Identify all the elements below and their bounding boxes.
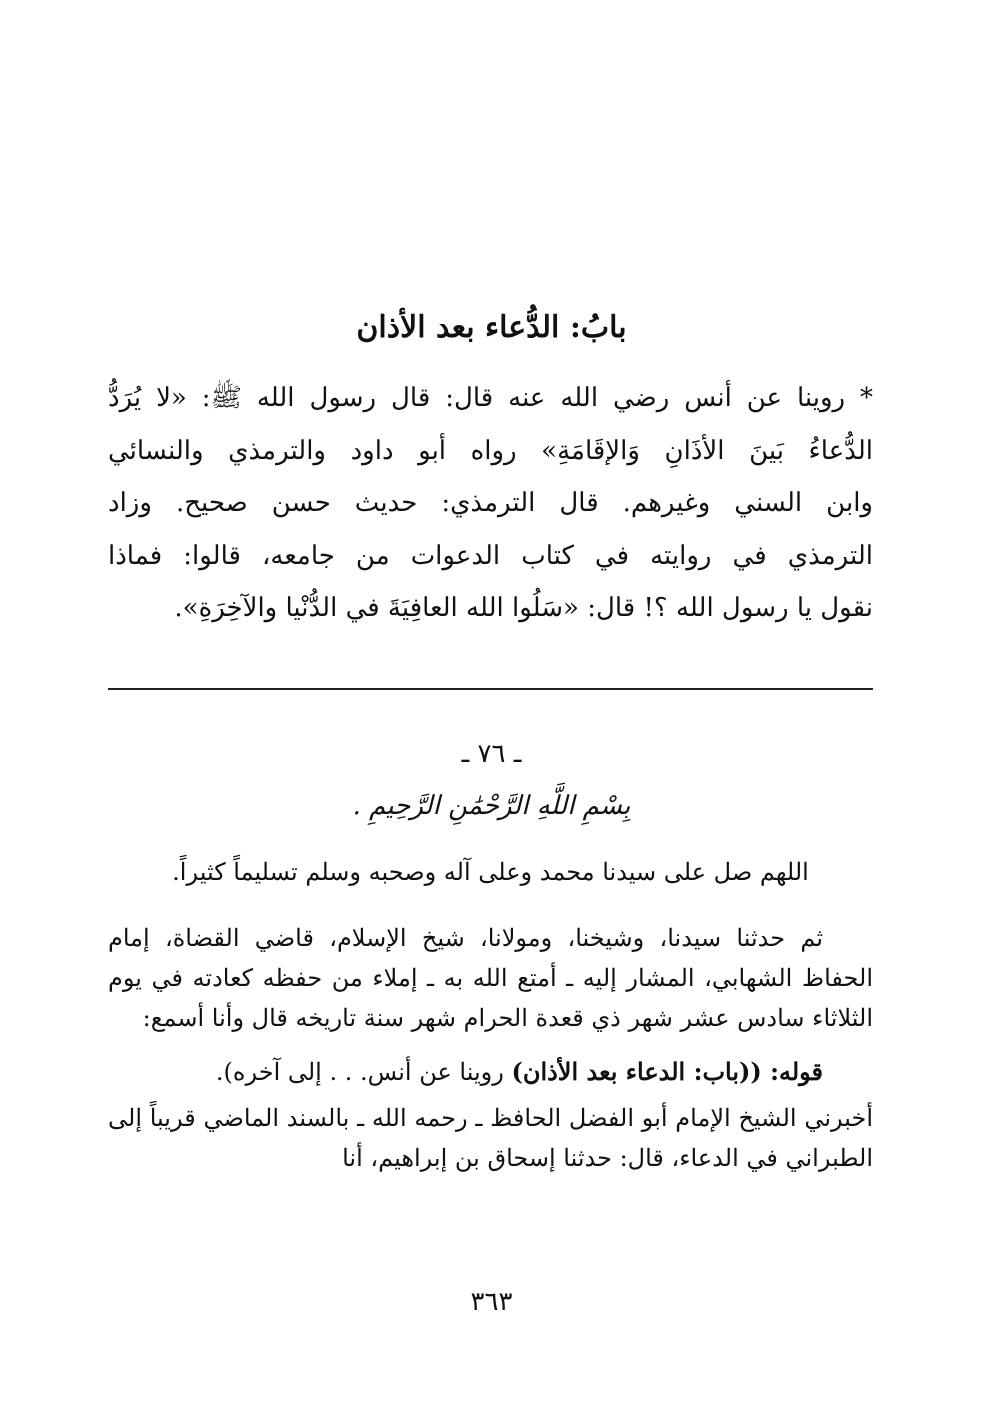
page-number: ٣٦٣ <box>470 1287 513 1317</box>
hadith-line: الدُّعاءُ بَينَ الأذَانِ وَالإقَامَةِ» رواه أبو داود والترمذي والنسائي <box>108 435 873 466</box>
hadith-line: الترمذي في روايته في كتاب الدعوات من جامعه، قالوا: فماذا <box>108 540 873 571</box>
quoted-heading: قوله: ((باب: الدعاء بعد الأذان) <box>511 1057 823 1086</box>
commentary-paragraph <box>108 1052 873 1092</box>
quoted-rest: روينا عن أنس. . . إلى آخره). <box>215 1058 512 1086</box>
salawat-line: اللهم صل على سيدنا محمد وعلى آله وصحبه وسلم تسليماً كثيراً. <box>172 858 809 886</box>
commentary-paragraph: أخبرني الشيخ الإمام أبو الفضل الحافظ ـ رحمه الله ـ بالسند الماضي قريباً إلى الطبراني في الدعاء، قال: حدثنا إسحاق بن إبراهيم، أنا <box>108 1104 874 1172</box>
hadith-text <box>108 372 873 635</box>
commentary-text <box>108 918 873 1178</box>
hadith-line: وابن السني وغيرهم. قال الترمذي: حديث حسن صحيح. وزاد <box>108 488 873 518</box>
manuscript-folio-number: ـ ٧٦ ـ <box>461 739 522 769</box>
commentary-paragraph: ثم حدثنا سيدنا، وشيخنا، ومولانا، شيخ الإسلام، قاضي القضاة، إمام الحفاظ الشهابي، المشار إليه ـ أمتع الله به ـ إملاء من حفظه كعادته في يوم الثلاثاء سادس عشر شهر ذي قعدة الحرام شهر سنة تاريخه قال وأنا أسمع: <box>108 924 873 1032</box>
basmala: بِسْمِ اللَّهِ الرَّحْمَٰنِ الرَّحِيمِ . <box>352 791 631 821</box>
hadith-line: نقول يا رسول الله ؟! قال: «سَلُوا الله العافِيَةَ في الدُّنْيا والآخِرَةِ». <box>174 593 873 623</box>
chapter-title: بابُ: الدُّعاء بعد الأذان <box>356 310 627 345</box>
section-divider <box>108 688 873 690</box>
hadith-line: * روينا عن أنس رضي الله عنه قال: قال رسول الله ﷺ: «لا يُرَدُّ <box>108 383 873 413</box>
